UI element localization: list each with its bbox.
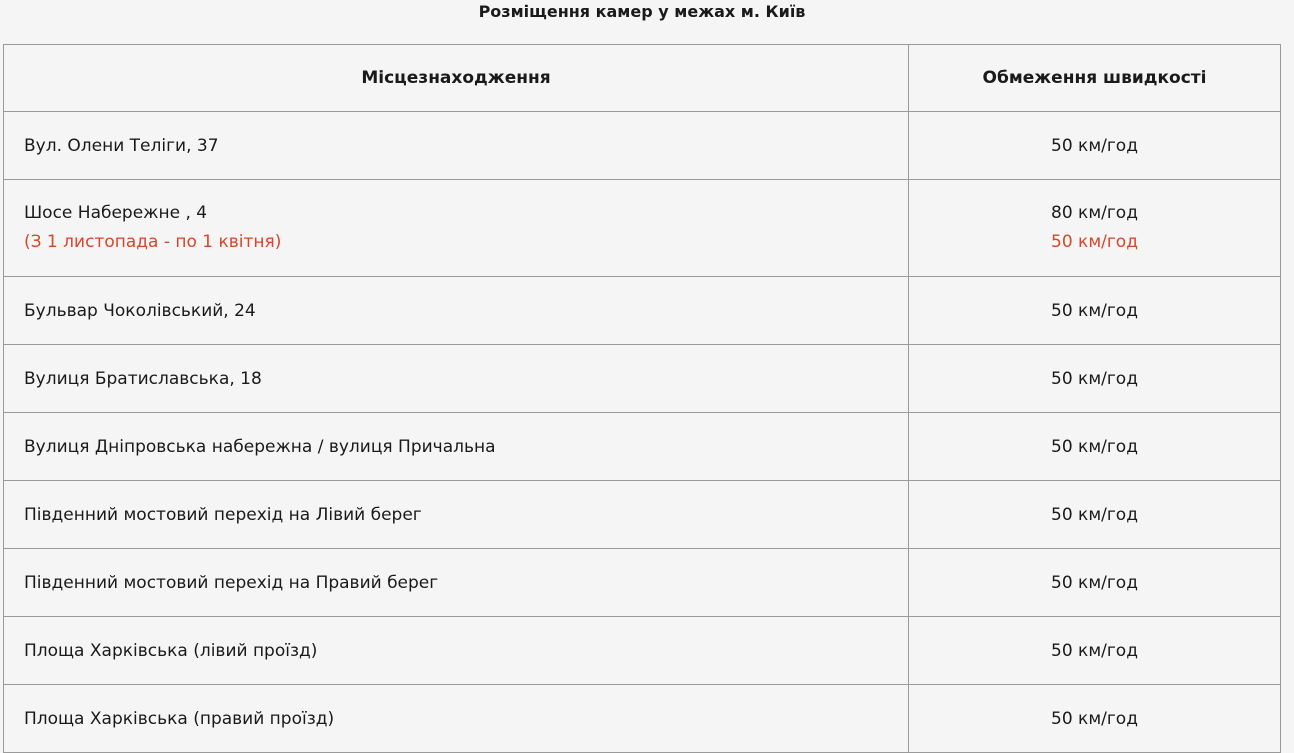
table-row [4,180,1281,277]
speed-cell: 50 км/год [909,413,1281,481]
header-location: Місцезнаходження [4,45,909,112]
speed-cell: 50 км/год [909,617,1281,685]
location-cell: Площа Харківська (лівий проїзд) [4,617,909,685]
table-row [4,345,1281,413]
table-row [4,277,1281,345]
location-cell: Вул. Олени Теліги, 37 [4,112,909,180]
location-text: Шосе Набережне , 4 [24,203,208,223]
table-row [4,617,1281,685]
speed-cell [909,180,1281,277]
location-cell: Південний мостовий перехід на Правий берег [4,549,909,617]
table-row [4,481,1281,549]
seasonal-note: (З 1 листопада - по 1 квітня) [24,232,282,252]
speed-cell: 50 км/год [909,549,1281,617]
camera-table [3,44,1281,753]
seasonal-speed-note: 50 км/год [1051,232,1138,252]
location-cell: Бульвар Чоколівський, 24 [4,277,909,345]
table-row [4,549,1281,617]
speed-cell: 50 км/год [909,685,1281,753]
table-row [4,685,1281,753]
page-title: Розміщення камер у межах м. Київ [478,2,806,21]
speed-cell: 50 км/год [909,481,1281,549]
table-row [4,413,1281,481]
speed-cell: 50 км/год [909,112,1281,180]
location-cell: Вулиця Дніпровська набережна / вулиця Причальна [4,413,909,481]
speed-cell: 50 км/год [909,277,1281,345]
location-cell [4,180,909,277]
speed-text: 80 км/год [1051,203,1138,223]
location-cell: Південний мостовий перехід на Лівий берег [4,481,909,549]
speed-cell: 50 км/год [909,345,1281,413]
location-cell: Вулиця Братиславська, 18 [4,345,909,413]
table-row [4,112,1281,180]
table-header-row [4,45,1281,112]
header-speed-limit: Обмеження швидкості [909,45,1281,112]
location-cell: Площа Харківська (правий проїзд) [4,685,909,753]
